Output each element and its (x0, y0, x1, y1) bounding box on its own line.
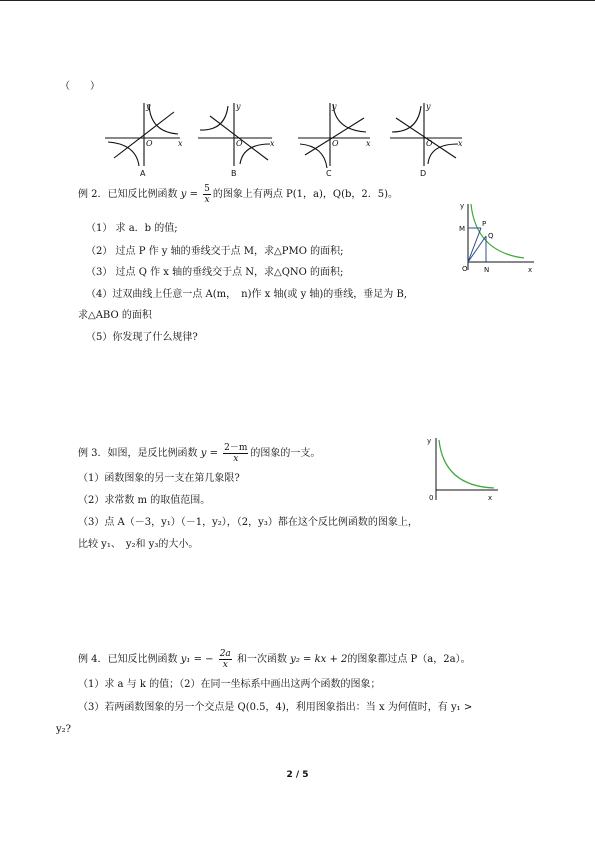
ex3-prefix: 例 3．如图，是反比例函数 (78, 448, 198, 459)
graph-a (105, 103, 180, 166)
graph-d-label: D (420, 169, 427, 178)
graph-d-origin: O (426, 139, 433, 148)
graph-d (390, 103, 462, 166)
ex3-item-3: （3）点 A（－3，y₁）（－1，y₂），（2，y₃）都在这个反比例函数的图象上， (78, 517, 418, 528)
ex2-figure (452, 196, 536, 278)
graph-a-x-label: x (178, 139, 183, 148)
ex3-fraction: $\frac{2-m}{x}$ (224, 443, 248, 464)
graph-a-origin: O (146, 139, 153, 148)
ex3-fig-O: 0 (429, 494, 434, 502)
ex2-fraction: $\frac{5}{x}$ (204, 184, 210, 205)
ex2-fig-P: P (482, 220, 487, 228)
ex3-fig-y: y (427, 437, 432, 445)
ex2-item-4: （4）过双曲线上任意一点 A(m， n)作 x 轴(或 y 轴)的垂线，垂足为 B, (86, 289, 408, 300)
ex2-fig-M: M (459, 225, 466, 233)
ex3-fig-x: x (488, 494, 493, 502)
ex3-suffix: 的图象的一支。 (250, 448, 321, 459)
ex2-fig-Q: Q (488, 232, 494, 240)
graph-c (298, 103, 370, 168)
ex3-statement (78, 443, 320, 464)
ex2-item-3: （3） 过点 Q 作 x 轴的垂线交于点 N，求△QNO 的面积; (86, 267, 344, 278)
ex2-fig-x: x (528, 266, 533, 274)
ex3-item-1: （1）函数图象的另一支在第几象限? (78, 473, 240, 484)
page-number: 2 / 5 (286, 770, 309, 780)
ex4-item-3: （3）若两函数图象的另一个交点是 Q(0.5，4)，利用图象指出：当 x 为何值时，有 y₁ > (78, 702, 473, 713)
ex3-figure (424, 432, 500, 504)
graph-a-label: A (140, 169, 146, 178)
ex4-item-3b: y₂? (56, 724, 72, 735)
ex4-y1-eq: y₁ = − (180, 654, 214, 665)
graph-c-label: C (326, 169, 332, 178)
ex4-statement (78, 649, 471, 670)
graph-c-y-label: y (332, 102, 337, 111)
ex2-prefix: 例 2．已知反比例函数 (78, 189, 178, 200)
ex2-item-2: （2） 过点 P 作 y 轴的垂线交于点 M，求△PMO 的面积; (86, 246, 344, 257)
ex3-item-2: （2）求常数 m 的取值范围。 (78, 495, 211, 506)
ex4-item-1: （1）求 a 与 k 的值；（2）在同一坐标系中画出这两个函数的图象； (78, 679, 381, 690)
ex2-item-5: （5）你发现了什么规律? (86, 332, 198, 343)
graph-d-x-label: x (458, 139, 463, 148)
ex2-y-eq: y = (180, 189, 198, 200)
ex4-suffix: 的图象都过点 P（a，2a）。 (347, 654, 471, 665)
graph-b-y-label: y (236, 102, 241, 111)
graph-c-origin: O (332, 139, 339, 148)
ex2-item-1: （1） 求 a．b 的值; (86, 223, 178, 234)
option-graphs (100, 98, 480, 178)
ex2-statement (78, 184, 398, 205)
ex4-y2-eq: y₂ = kx + 2 (290, 654, 348, 665)
ex2-item-4b: 求△ABO 的面积 (78, 310, 152, 321)
ex2-suffix: 的图象上有两点 P(1，a)，Q(b，2．5)。 (212, 189, 399, 200)
ex3-item-3b: 比较 y₁、 y₂和 y₃的大小。 (78, 539, 199, 550)
ex2-fig-y: y (460, 202, 465, 210)
ex4-prefix: 例 4．已知反比例函数 (78, 654, 178, 665)
ex4-middle: 和一次函数 (236, 654, 287, 665)
ex2-fig-O: O (462, 265, 468, 273)
graph-b-x-label: x (270, 139, 275, 148)
ex3-y-eq: y = (200, 448, 218, 459)
graph-c-x-label: x (366, 139, 371, 148)
answer-blank: （ ） (60, 81, 100, 92)
top-rule (0, 0, 595, 1)
graph-a-y-label: y (146, 102, 151, 111)
graph-d-y-label: y (426, 102, 431, 111)
ex4-fraction: $\frac{2a}{x}$ (219, 649, 231, 670)
graph-b-label: B (231, 169, 237, 178)
graph-b-origin: O (236, 139, 243, 148)
graph-b (198, 103, 272, 166)
ex2-fig-N: N (484, 266, 490, 274)
